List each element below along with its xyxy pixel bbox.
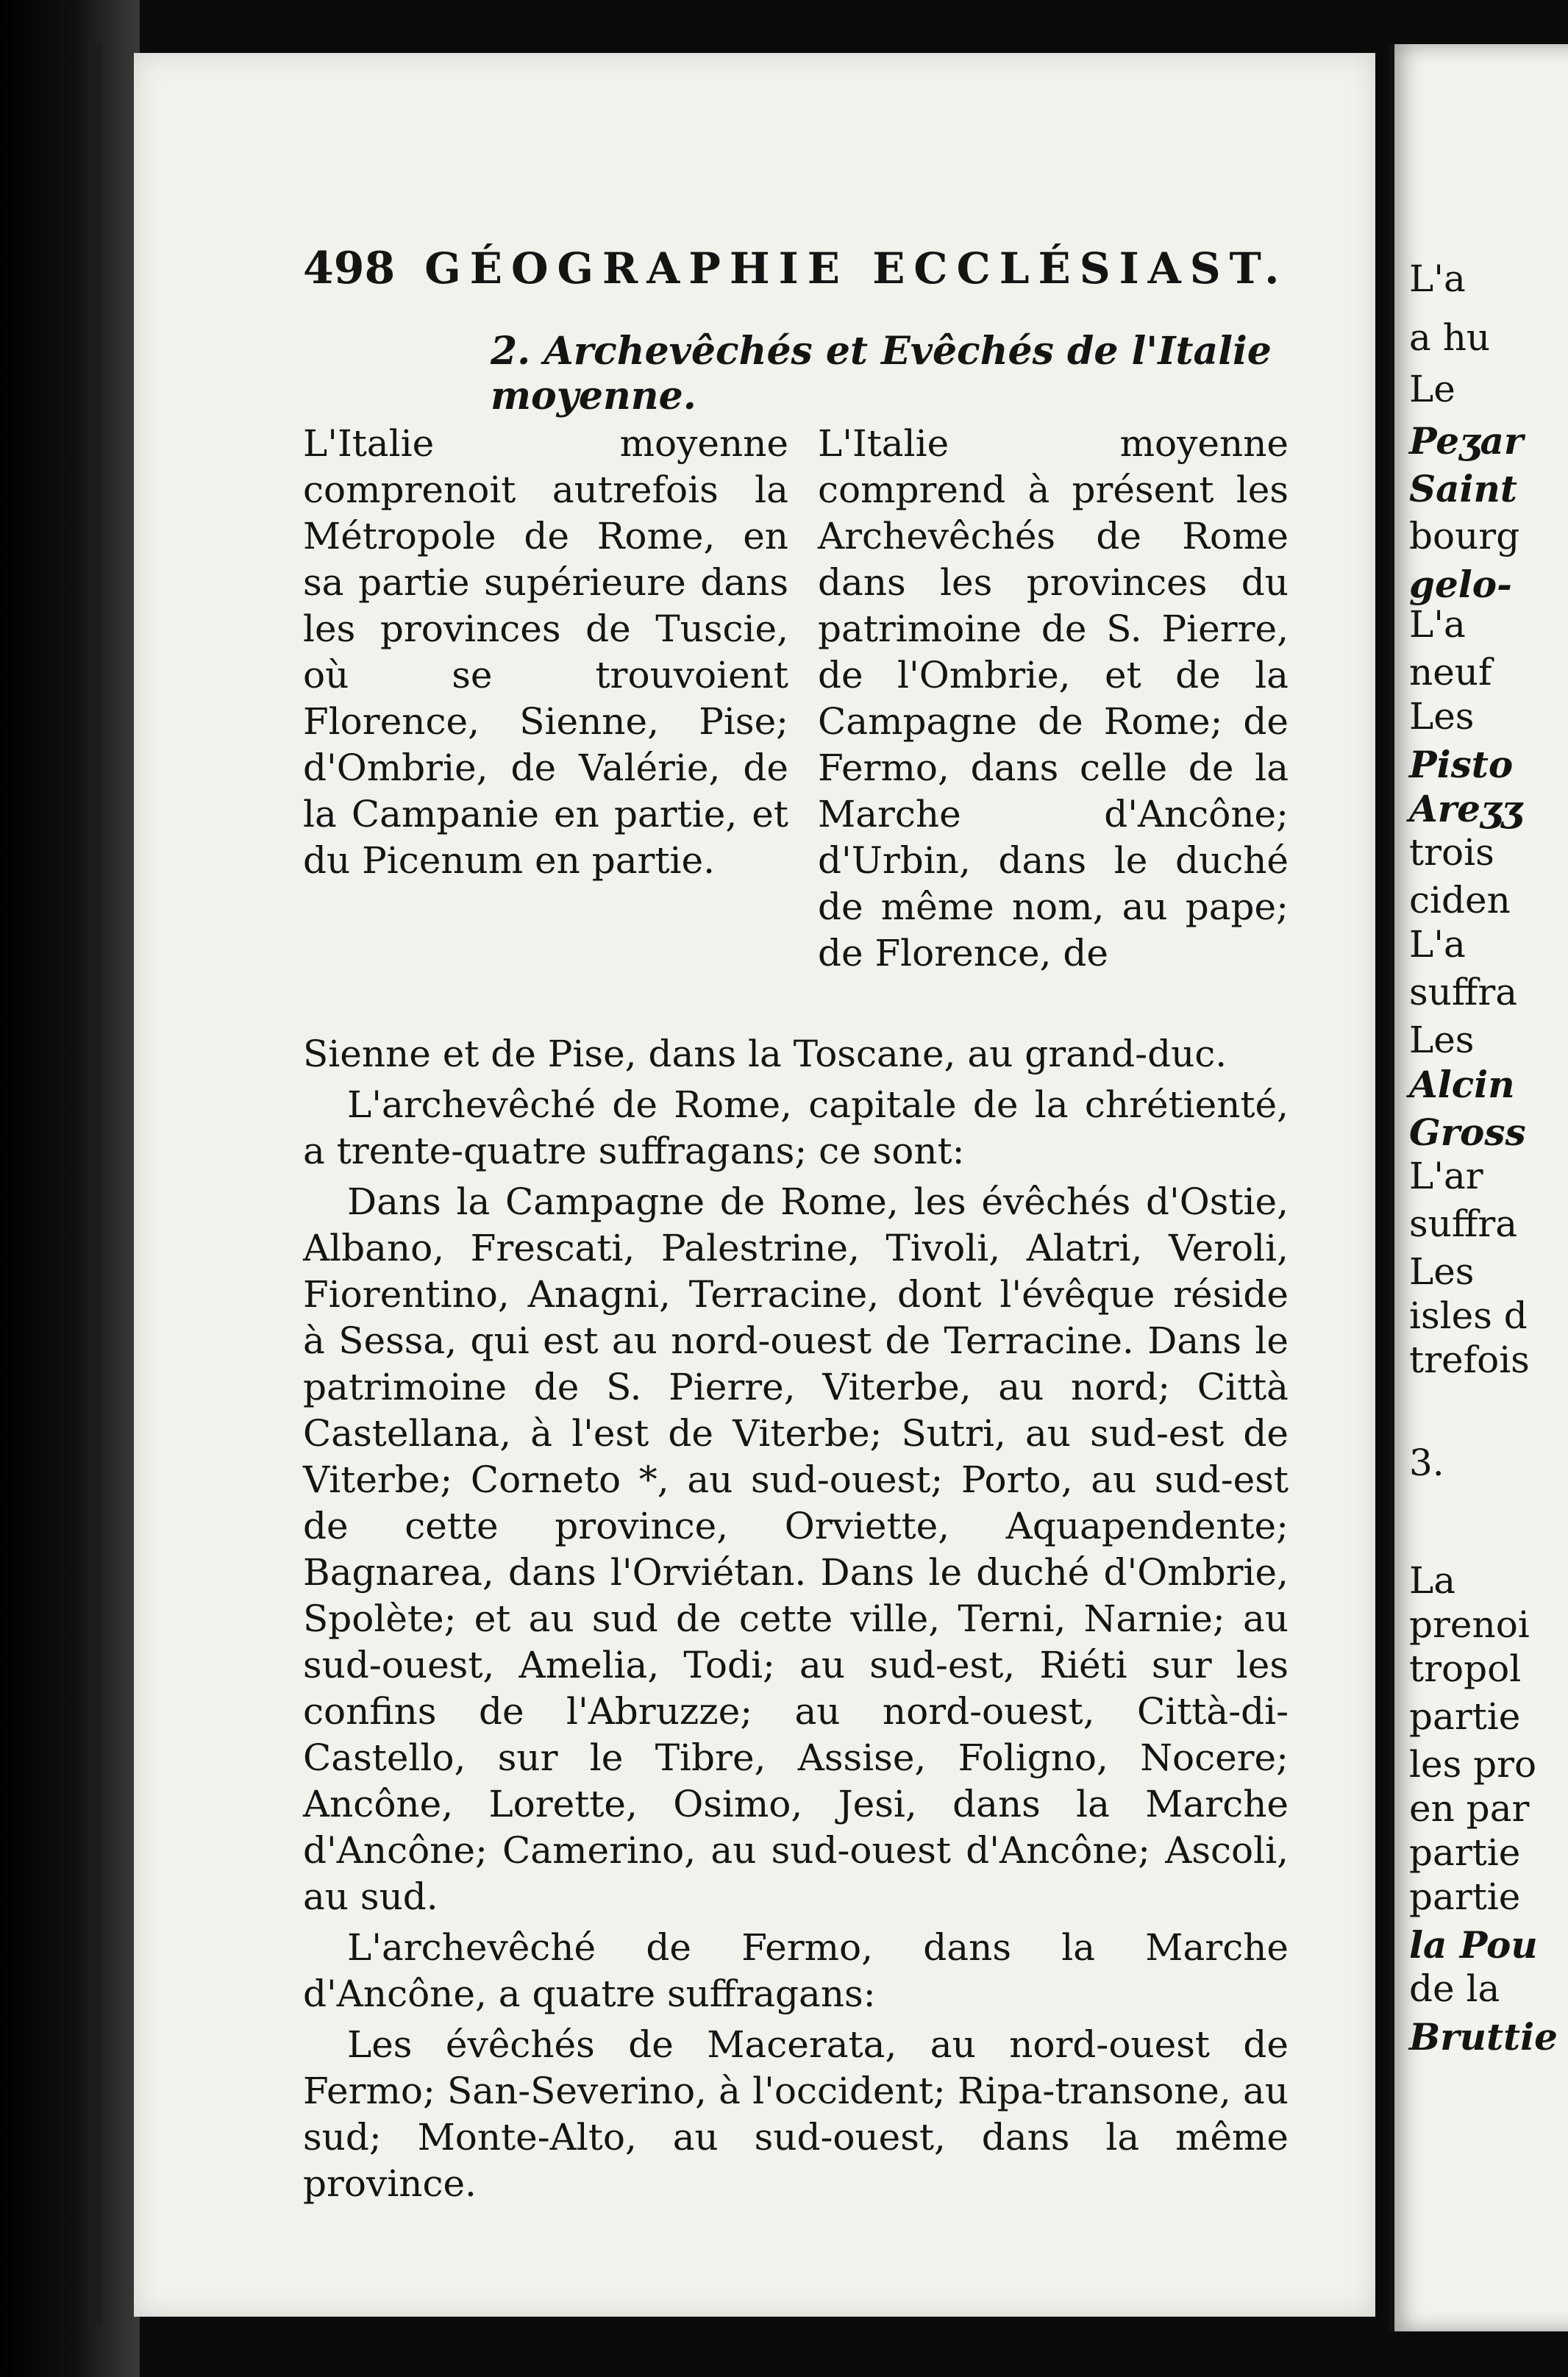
facing-page-fragment: Les xyxy=(1409,1250,1475,1293)
left-column: L'Italie moyenne comprenoit autrefois la Métropole de Rome, en sa partie supérieure dans les provinces de Tuscie, où se trouvoient Florence, Sienne, Pise; d'Ombrie, de Valérie, de la Campanie en partie, et du Picenum en partie. xyxy=(303,422,788,882)
book-binding xyxy=(0,0,140,2377)
running-header xyxy=(303,243,1289,309)
facing-page-fragment: suffra xyxy=(1409,971,1518,1013)
facing-page-fragment: gelo- xyxy=(1409,563,1512,606)
facing-page-fragment: Les xyxy=(1409,1019,1475,1061)
facing-page-fragment: Alcin xyxy=(1409,1063,1515,1106)
facing-page-fragment: bourg xyxy=(1409,515,1520,557)
facing-page-fragment: les pro xyxy=(1409,1743,1537,1786)
page-number: 498 xyxy=(303,243,396,294)
page-content xyxy=(303,178,1450,2205)
body-paragraph: L'archevêché de Rome, capitale de la chrétienté, a trente-quatre suffragans; ce sont: xyxy=(303,1083,1289,1172)
body-paragraph: Dans la Campagne de Rome, les évêchés d'Ostie, Albano, Frescati, Palestrine, Tivoli, Alatri, Veroli, Fiorentino, Anagni, Terracine, dont l'évêque réside à Sessa, qui est au nord-ouest de Terracine. Dans le patrimoine de S. Pierre, Viterbe, au nord; Città Castellana, à l'est de Viterbe; Sutri, au sud-est de Viterbe; Corneto *, au sud-ouest; Porto, au sud-est de cette province, Orviette, Aquapendente; Bagnarea, dans l'Orviétan. Dans le duché d'Ombrie, Spolète; et au sud de cette ville, Terni, Narnie; au sud-ouest, Amelia, Todi; au sud-est, Riéti sur les confins de l'Abruzze; au nord-ouest, Città-di-Castello, sur le Tibre, Assise, Foligno, Nocere; Ancône, Lorette, Osimo, Jesi, dans la Marche d'Ancône; Camerino, au sud-ouest d'Ancône; Ascoli, au sud. xyxy=(303,1180,1289,1918)
facing-page-fragment: La xyxy=(1409,1559,1456,1602)
facing-page-fragment: partie xyxy=(1409,1695,1521,1738)
facing-page-fragment: suffra xyxy=(1409,1202,1518,1245)
facing-page-fragment: isles d xyxy=(1409,1294,1528,1337)
running-title: GÉOGRAPHIE ECCLÉSIAST. xyxy=(424,243,1289,293)
facing-page-fragment: neuf xyxy=(1409,651,1492,694)
facing-page-fragment: trois xyxy=(1409,831,1494,874)
facing-page-fragment: Pisto xyxy=(1409,743,1514,786)
facing-page-fragment: L'a xyxy=(1409,257,1466,300)
body-paragraph-continuation: Sienne et de Pise, dans la Toscane, au grand-duc. xyxy=(303,1033,1227,1075)
binding-edge xyxy=(88,44,101,2324)
right-column: L'Italie moyenne comprend à présent les Archevêchés de Rome dans les provinces du patrimoine de S. Pierre, de l'Ombrie, et de la Campagne de Rome; de Fermo, dans celle de la Marche d'Ancône; d'Urbin, dans le duché de même nom, au pape; de Florence, de xyxy=(818,422,1289,974)
section-title: 2. Archevêchés et Evêchés de l'Italie moyenne. xyxy=(491,329,1272,418)
facing-page-fragment: trefois xyxy=(1409,1339,1530,1381)
facing-page xyxy=(1389,44,1568,2331)
body-paragraph: L'archevêché de Fermo, dans la Marche d'Ancône, a quatre suffragans: xyxy=(303,1926,1289,2015)
facing-page-fragment: de la xyxy=(1409,1967,1500,2010)
facing-page-fragment: Peʒar xyxy=(1409,419,1524,463)
facing-page-fragment: L'ar xyxy=(1409,1155,1483,1197)
facing-page-fragment: ciden xyxy=(1409,879,1511,922)
facing-page-fragment: L'a xyxy=(1409,923,1466,966)
facing-page-fragment: la Pou xyxy=(1409,1923,1538,1967)
facing-page-fragment: L'a xyxy=(1409,603,1466,646)
facing-page-fragment: Areʒʒ xyxy=(1409,787,1522,830)
facing-page-fragment: prenoi xyxy=(1409,1603,1530,1646)
body-text xyxy=(303,1031,1289,2212)
facing-page-fragment: Les xyxy=(1409,695,1475,738)
book-page xyxy=(134,53,1375,2317)
facing-page-fragment: partie xyxy=(1409,1875,1521,1918)
facing-page-fragment: Le xyxy=(1409,368,1455,410)
facing-page-fragment: Saint xyxy=(1409,467,1517,510)
facing-page-fragment: 3. xyxy=(1409,1441,1444,1484)
body-paragraph: Les évêchés de Macerata, au nord-ouest de Fermo; San-Severino, à l'occident; Ripa-transone, au sud; Monte-Alto, au sud-ouest, dans la même province. xyxy=(303,2023,1289,2205)
facing-page-fragment: tropol xyxy=(1409,1647,1522,1690)
facing-page-fragment: Gross xyxy=(1409,1111,1526,1154)
facing-page-fragment: partie xyxy=(1409,1831,1521,1874)
facing-page-fragment: en par xyxy=(1409,1787,1530,1830)
facing-page-fragment: Bruttie xyxy=(1409,2015,1558,2059)
facing-page-fragment: a hu xyxy=(1409,316,1491,359)
